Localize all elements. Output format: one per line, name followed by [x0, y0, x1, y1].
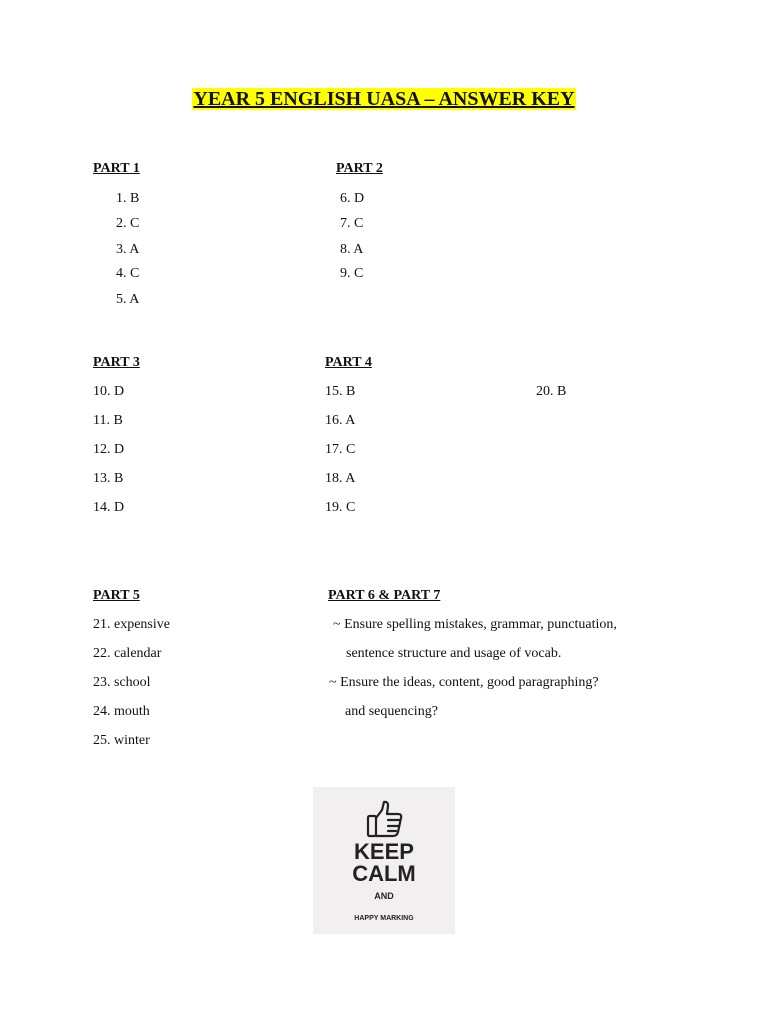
part1-answer: 2. C	[116, 216, 140, 231]
part1-heading: PART 1	[93, 161, 140, 176]
part2-answer: 9. C	[340, 266, 364, 281]
poster-line-and: AND	[374, 891, 394, 901]
part4-answer: 19. C	[325, 500, 356, 515]
part67-guideline: sentence structure and usage of vocab.	[346, 646, 562, 661]
keep-calm-poster	[313, 787, 455, 934]
page-title-text: YEAR 5 ENGLISH UASA – ANSWER KEY	[193, 88, 575, 110]
part3-answer: 14. D	[93, 500, 125, 515]
part2-answer: 7. C	[340, 216, 364, 231]
part5-answer: 22. calendar	[93, 646, 162, 661]
part2-answer: 8. A	[340, 242, 364, 257]
thumbs-up-icon	[363, 797, 407, 841]
page-title	[0, 88, 768, 111]
part1-answer: 5. A	[116, 292, 140, 307]
part5-heading: PART 5	[93, 588, 140, 603]
part3-answer: 11. B	[93, 413, 123, 428]
part67-heading: PART 6 & PART 7	[328, 588, 441, 603]
part1-answer: 3. A	[116, 242, 140, 257]
part2-heading-text: PART 2	[336, 161, 383, 176]
poster-line-calm: CALM	[352, 861, 416, 886]
poster-line-happy-marking: HAPPY MARKING	[354, 915, 414, 922]
part1-answer: 4. C	[116, 266, 140, 281]
part3-answer: 10. D	[93, 384, 125, 399]
part67-guideline: ~ Ensure the ideas, content, good paragraphing?	[329, 675, 599, 690]
poster-line-keep: KEEP	[354, 839, 414, 864]
part5-answer: 23. school	[93, 675, 151, 690]
part5-answer: 24. mouth	[93, 704, 150, 719]
part3-answer: 13. B	[93, 471, 124, 486]
part5-answer: 25. winter	[93, 733, 150, 748]
part4-answer: 18. A	[325, 471, 356, 486]
part2-heading	[336, 161, 507, 177]
part4-answer: 16. A	[325, 413, 356, 428]
part4-heading: PART 4	[325, 355, 372, 370]
part5-answer: 21. expensive	[93, 617, 170, 632]
part67-guideline: and sequencing?	[345, 704, 438, 719]
part2-answer: 6. D	[340, 191, 365, 206]
part4-answer: 15. B	[325, 384, 356, 399]
part4-extra-answer: 20. B	[536, 384, 567, 399]
part3-heading: PART 3	[93, 355, 140, 370]
part4-answer: 17. C	[325, 442, 356, 457]
part67-guideline: ~ Ensure spelling mistakes, grammar, punctuation,	[333, 617, 617, 632]
part1-answer: 1. B	[116, 191, 140, 206]
part3-answer: 12. D	[93, 442, 125, 457]
